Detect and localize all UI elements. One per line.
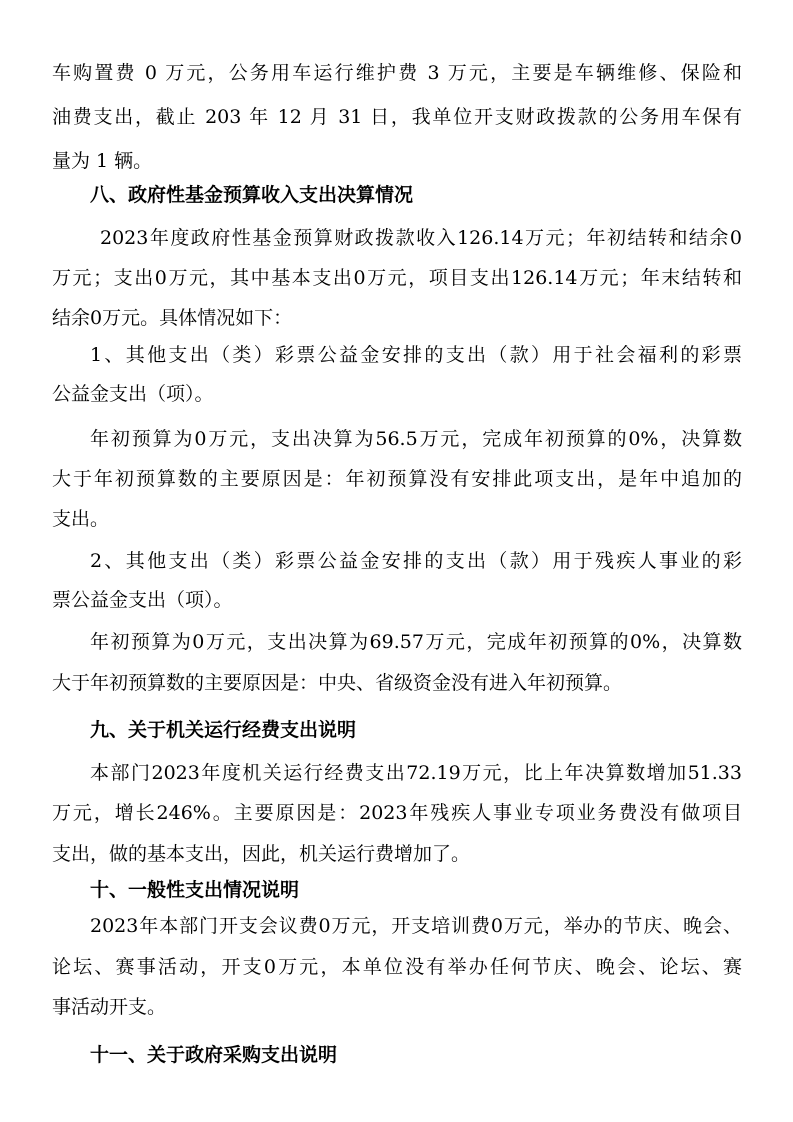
paragraph-line: 2023年本部门开支会议费0万元，开支培训费0万元，举办的节庆、晚会、: [90, 915, 742, 937]
section-heading-9: 九、关于机关运行经费支出说明: [90, 719, 357, 741]
paragraph-line: 公益金支出（项）。: [52, 383, 214, 405]
paragraph-line: 本部门2023年度机关运行经费支出72.19万元，比上年决算数增加51.33: [90, 762, 742, 784]
paragraph-line: 年初预算为0万元，支出决算为69.57万元，完成年初预算的0%，决算数: [90, 631, 742, 653]
paragraph-line: 1、其他支出（类）彩票公益金安排的支出（款）用于社会福利的彩票: [90, 344, 742, 366]
paragraph-line: 量为 1 辆。: [52, 150, 153, 172]
paragraph-line: 论坛、赛事活动，开支0万元，本单位没有举办任何节庆、晚会、论坛、赛: [52, 956, 742, 978]
paragraph-line: 2、其他支出（类）彩票公益金安排的支出（款）用于残疾人事业的彩: [90, 550, 742, 572]
paragraph-line: 结余0万元。具体情况如下：: [52, 307, 293, 329]
paragraph-line: 大于年初预算数的主要原因是：中央、省级资金没有进入年初预算。: [52, 672, 623, 694]
paragraph-line: 支出，做的基本支出，因此，机关运行费增加了。: [52, 843, 471, 865]
paragraph-line: 2023年度政府性基金预算财政拨款收入126.14万元；年初结转和结余0: [100, 227, 742, 249]
paragraph-line: 万元，增长246%。主要原因是：2023年残疾人事业专项业务费没有做项目: [52, 802, 742, 824]
paragraph-line: 大于年初预算数的主要原因是：年初预算没有安排此项支出，是年中追加的: [52, 468, 742, 490]
section-heading-11: 十一、关于政府采购支出说明: [90, 1044, 338, 1066]
paragraph-line: 车购置费 0 万元，公务用车运行维护费 3 万元，主要是车辆维修、保险和: [52, 62, 742, 84]
paragraph-line: 事活动开支。: [52, 996, 167, 1018]
paragraph-line: 票公益金支出（项）。: [52, 589, 233, 611]
paragraph-line: 万元；支出0万元，其中基本支出0万元，项目支出126.14万元；年末结转和: [52, 267, 742, 289]
section-heading-10: 十、一般性支出情况说明: [90, 879, 300, 901]
paragraph-line: 油费支出，截止 203 年 12 月 31 日，我单位开支财政拨款的公务用车保有: [52, 106, 742, 128]
section-heading-8: 八、政府性基金预算收入支出决算情况: [90, 184, 414, 206]
paragraph-line: 支出。: [52, 508, 110, 530]
paragraph-line: 年初预算为0万元，支出决算为56.5万元，完成年初预算的0%，决算数: [90, 428, 742, 450]
